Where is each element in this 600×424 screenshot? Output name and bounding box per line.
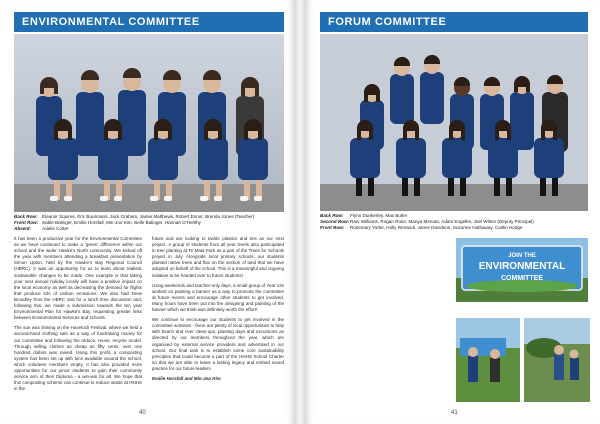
banner-text-1: JOIN THE bbox=[508, 253, 536, 259]
photo-caption bbox=[14, 214, 284, 233]
planting-photo-2 bbox=[524, 318, 590, 402]
banner-text-3: COMMITTEE bbox=[501, 275, 543, 282]
banner-text-2: ENVIRONMENTAL bbox=[478, 261, 566, 272]
group-photo-illustration bbox=[320, 34, 588, 211]
page-title: ENVIRONMENTAL COMMITTEE bbox=[14, 12, 284, 32]
body-column-2 bbox=[152, 236, 284, 406]
caption-back-row: Eleanor Squires, Eric Buurmans, Jack Graham, Jamie Matthews, Robert Ennor, Brenda Jones (Teacher) bbox=[42, 214, 255, 219]
planting-photo-illustration bbox=[524, 318, 590, 402]
caption-label-back-row: Back Row: bbox=[320, 213, 344, 218]
caption-label-back-row: Back Row: bbox=[14, 214, 38, 219]
caption-front-row: Sable Balinger, Emilie Horsfall, Min-Joo Kim, Belle Balinger, Hannah O'Herlihy bbox=[42, 220, 201, 226]
paragraph: future and are looking to tackle plastics and tins as our next project. A group of students from all year levels also participated in tree planting at Te Mata Park as a part of the Trees for Schools project in July. Alongside local primary schools, our students planted native trees and flax on the section of land that we have adopted on behalf of the school. This is a meaningful and ongoing initiative to be handed over to future students! bbox=[152, 236, 284, 278]
photo-caption bbox=[320, 213, 590, 232]
body-column-1 bbox=[14, 236, 142, 406]
paragraph: It has been a productive year for the Environmental Committee as we have continued to make a 'green' difference within our school and the wider Hawke's North community. We kicked off the year with members attending a breakfast presentation by Simon Upton, held by the Hawke's Bay Regional Council (HBRC). It was an opportunity for us to learn about realistic sustainable changes to be made. One example is that taking your next annual holiday locally will have a positive impact on the local economy as well as decreasing the demand for flights that produce lots of carbon emissions. We also had Drew Broadley from the HBRC visit for a lunch time discussion and, following this, we made a submission towards the ten year Environmental Plan for Hawke's Bay, requesting greater links between Environmental Services and schools. bbox=[14, 236, 142, 321]
planting-photo-1 bbox=[456, 318, 520, 402]
paragraph: Using weekends and teacher-only days, a small group of Year 13s worked on painting a banner as a way to promote the committee at future events and encourage other students to get involved. Many hours have been put into the designing and painting of the banner which we think was definitely worth the effort! bbox=[152, 282, 284, 313]
author-signature: Emilie Horsfall and Min-Joo Kim bbox=[152, 375, 221, 381]
caption-label-front-row: Front Row: bbox=[320, 225, 345, 231]
left-page bbox=[0, 0, 294, 424]
caption-absent: Adelie Cotter bbox=[42, 226, 69, 232]
caption-label-absent: Absent: bbox=[14, 226, 32, 232]
page-number: 41 bbox=[451, 410, 458, 416]
caption-label-second-row: Second Row: bbox=[320, 219, 350, 225]
caption-front-row: Rosemary Yorke, Holly Renwick, Jamie Davidson, Suzanne Hathaway, Caitlin Hodge bbox=[350, 225, 523, 231]
group-photo-environmental bbox=[14, 34, 284, 212]
page-title: FORUM COMMITTEE bbox=[320, 12, 588, 32]
group-photo-illustration bbox=[14, 34, 284, 212]
planting-photo-illustration bbox=[456, 318, 520, 402]
banner-photo bbox=[456, 238, 588, 302]
paragraph: We continue to encourage our students to get involved in the committee activities - there are plenty of local opportunities to help with beach and river clean-ups, planting days and excursions as directed by our members throughout the year, which are organised by external service providers and advertised in our school. Our final task is to establish some core sustainability principles that could become a part of the HNHS School Charter so that we are able to leave a lasting legacy and embed sound practice for our future leaders. bbox=[152, 317, 284, 371]
paragraph: The sun was shining on the Havelock Festival, where we held a second-hand clothing sale as a way of fundraising money for our committee and following the reduce, reuse, recycle model. Through selling clothes as cheap as fifty cents, over one hundred dollars was raised. Using this profit, a composting system has been set up with bins available around the school, which volunteer members empty. It has also provided more opportunities for our junior students to gain their community service arm of their Diploma - a win-win for all. We hope that this composting scheme can continue to reduce waste at HNHS in the bbox=[14, 325, 142, 392]
caption-label-front-row: Front Row: bbox=[14, 220, 39, 226]
page-number: 40 bbox=[139, 410, 146, 416]
right-page bbox=[306, 0, 600, 424]
group-photo-forum bbox=[320, 34, 588, 211]
caption-second-row: Rani Williams, Rogan Rose, Manya Menuta, Adam Engelke, Joel Wilton (Deputy Principal) bbox=[350, 219, 534, 225]
banner-photo-illustration bbox=[456, 238, 588, 302]
book-gutter bbox=[294, 0, 306, 424]
caption-back-row: Flynn Dunkerley, Max Butler bbox=[350, 213, 408, 218]
